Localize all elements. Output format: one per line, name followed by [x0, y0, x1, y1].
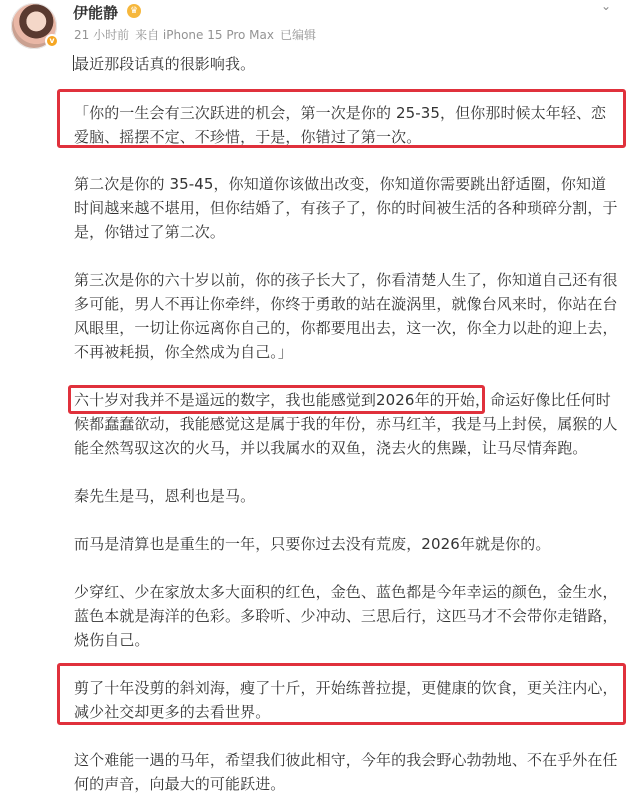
- paragraph-second: 第二次是你的 35-45，你知道你该做出改变，你知道你需要跳出舒适圈，你知道时间越来越不堪用，但你结婚了，有孩子了，你的时间被生活的各种琐碎分割，于是，你错过了第二次。: [74, 175, 618, 241]
- paragraph-quote-first: 「你的一生会有三次跃进的机会，第一次是你的 25-35，但你那时候太年轻、恋爱脑、摇摆不定、不珍惜，于是，你错过了第一次。: [74, 104, 607, 146]
- post-time[interactable]: 21 小时前: [74, 28, 130, 42]
- paragraph-horse-year: 而马是清算也是重生的一年，只要你过去没有荒废，2026年就是你的。: [74, 535, 551, 553]
- post-meta: [74, 26, 322, 43]
- paragraph-changes: 剪了十年没剪的斜刘海，瘦了十斤，开始练普拉提，更健康的饮食，更关注内心，减少社交却更多的去看世界。: [74, 679, 618, 721]
- paragraph-closing: 这个难能一遇的马年，希望我们彼此相守，今年的我会野心勃勃地、不在乎外在任何的声音，向最大的可能跃进。: [74, 751, 618, 793]
- paragraph-qin: 秦先生是马，恩利也是马。: [74, 487, 256, 505]
- verified-badge-icon: v: [45, 34, 59, 48]
- post-header: [0, 0, 635, 50]
- author-name[interactable]: 伊能静: [73, 4, 119, 22]
- post-source: 来自 iPhone 15 Pro Max: [135, 28, 274, 42]
- crown-icon: ♛: [127, 4, 141, 18]
- paragraph-colors: 少穿红、少在家放太多大面积的红色，金色、蓝色都是今年幸运的颜色，金生水，蓝色本就是海洋的色彩。多聆听、少冲动、三思后行，这匹马才不会带你走错路，烧伤自己。: [74, 583, 618, 649]
- paragraph-intro: 最近那段话真的很影响我。: [74, 55, 256, 73]
- chevron-down-icon[interactable]: ⌄: [600, 0, 612, 13]
- post-edited[interactable]: 已编辑: [279, 28, 316, 42]
- paragraph-third: 第三次是你的六十岁以前，你的孩子长大了，你看清楚人生了，你知道自己还有很多可能，男人不再让你牵绊，你终于勇敢的站在漩涡里，就像台风来时，你站在台风眼里，一切让你远离你自己的，你都要甩出去，这一次，你全力以赴的迎上去，不再被耗损，你全然成为自己。」: [74, 271, 618, 361]
- paragraph-sixty: 六十岁对我并不是遥远的数字，我也能感觉到2026年的开始，命运好像比任何时候都蠢蠢欲动，我能感觉这是属于我的年份，赤马红羊，我是马上封侯，属猴的人能全然驾驭这次的火马，并以我属水的双鱼，浇去火的焦躁，让马尽情奔跑。: [74, 391, 618, 457]
